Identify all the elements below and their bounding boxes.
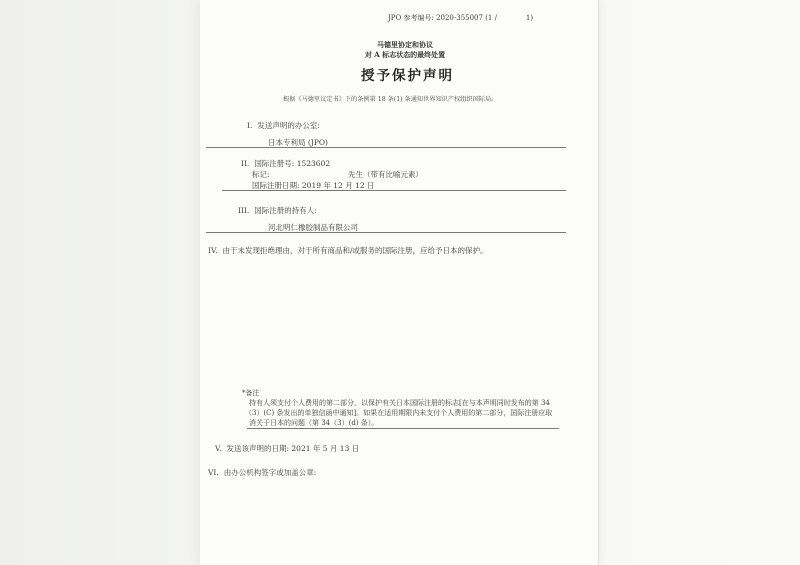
office-of-origin-value: 日本专利局 (JPO): [268, 138, 328, 147]
section-v-heading: [215, 444, 359, 453]
section-i-underline: [206, 147, 566, 148]
section-v-numeral: V.: [215, 444, 222, 453]
holder-name: 河北明仁橡胶制品有限公司: [268, 223, 358, 232]
section-vi-heading: [208, 468, 316, 477]
section-ii-numeral: II.: [241, 159, 250, 168]
section-i-title: 发送声明的办公室:: [257, 121, 320, 130]
mark-value: 先生（带有比喻元素）: [348, 170, 423, 179]
section-iv-numeral: IV.: [208, 246, 218, 255]
doc-header-line-1: 马德里协定和协议: [377, 40, 433, 49]
section-i-numeral: I.: [247, 121, 253, 130]
notes-heading: *备注: [242, 389, 260, 397]
document-subtitle: 根据《马德里议定书》下的条例第 18 条(1) 条通知世界知识产权组织国际局。: [283, 96, 498, 103]
notes-line-1: 持有人须支付个人费用的第二部分，以保护有关日本国际注册的标志[在与本声明同时发布的第 34: [249, 399, 550, 407]
section-iii-title: 国际注册的持有人:: [254, 206, 317, 215]
notes-underline: [247, 428, 559, 429]
section-vi-numeral: VI.: [208, 468, 219, 477]
section-i-heading: [247, 121, 320, 130]
jpo-reference-number: JPO 参考编号: 2020-355007 (1 / 1): [388, 14, 534, 22]
section-iv-heading: [208, 246, 487, 255]
international-registration-number: 国际注册号: 1523602: [254, 159, 331, 168]
section-iii-heading: [238, 206, 317, 215]
mark-label: 标记:: [252, 170, 270, 179]
registration-date-line: 国际注册日期: 2019 年 12 月 12 日: [252, 181, 375, 190]
section-ii-underline: [222, 190, 566, 191]
section-ii-heading: [241, 159, 330, 168]
document-title: 授予保护声明: [361, 68, 454, 84]
section-iv-text: 由于未发现拒绝理由，对于所有商品和/或服务的国际注册，应给予日本的保护。: [222, 246, 488, 255]
document-page: [200, 0, 599, 565]
notes-line-3: 消关于日本的问题（第 34（3）(d) 条）。: [249, 419, 379, 427]
signature-seal-line: 由办公机构签字或加盖公章:: [223, 468, 317, 477]
section-iii-numeral: III.: [238, 206, 250, 215]
doc-header-line-2: 对 A 标志状态的最终处置: [364, 50, 446, 59]
section-iii-underline: [206, 232, 566, 233]
statement-date: 发送该声明的日期: 2021 年 5 月 13 日: [226, 444, 360, 453]
notes-line-2: （3）(C) 条发出的单独信函中通知]。如果在适用期限内未支付个人费用的第二部分，国际注册应取: [245, 409, 553, 417]
